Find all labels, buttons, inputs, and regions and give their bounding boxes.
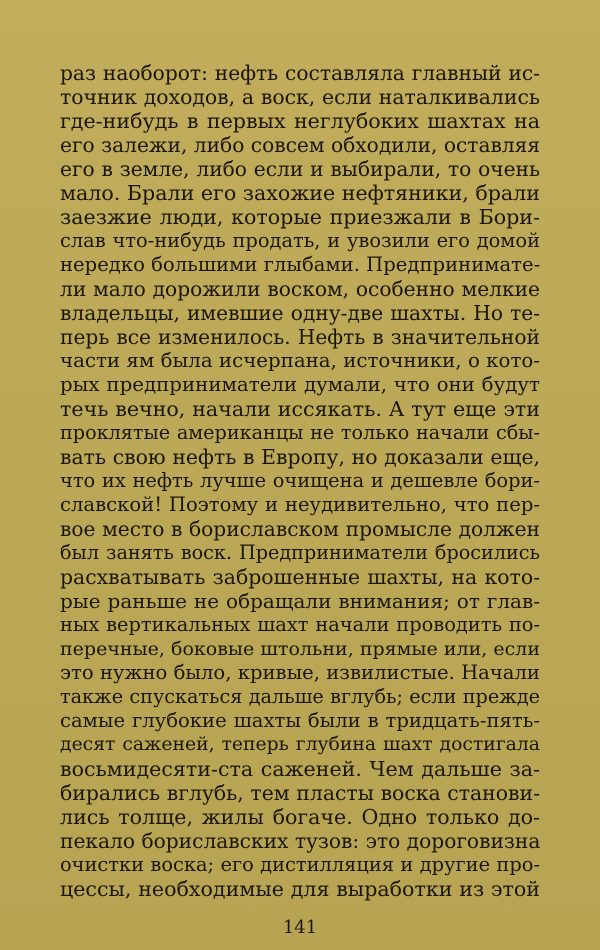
text-line: славской! Поэтому и неудивительно, что пер- — [60, 493, 540, 516]
text-line: точник доходов, а воск, если наталкивались — [60, 85, 540, 109]
text-line: владельцы, имевшие одну-две шахты. Но те- — [60, 301, 540, 325]
text-line: пекало бориславских тузов: это дороговизна — [60, 829, 540, 853]
text-line: цессы, необходимые для выработки из этой — [60, 877, 540, 901]
text-line: расхватывать заброшенные шахты, на кото- — [60, 565, 540, 589]
text-line: это нужно было, кривые, извилистые. Начали — [60, 661, 540, 684]
text-line: вое место в бориславском промысле должен — [60, 517, 540, 541]
text-line: перь все изменилось. Нефть в значительной — [60, 325, 540, 349]
text-line: что их нефть лучше очищена и дешевле бори- — [60, 469, 540, 492]
text-line: заезжие люди, которые приезжали в Бори- — [60, 205, 540, 229]
text-line: также спускаться дальше вглубь; если прежде — [60, 685, 540, 708]
text-line: части ям была исчерпана, источники, о кото- — [60, 349, 540, 372]
text-line: его залежи, либо совсем обходили, оставляя — [60, 133, 540, 157]
text-line: его в земле, либо если и выбирали, то очень — [60, 157, 540, 181]
text-line: ных вертикальных шахт начали проводить по- — [60, 613, 540, 636]
text-line: раз наоборот: нефть составляла главный ис- — [60, 61, 540, 85]
text-line: лись толще, жилы богаче. Одно только до- — [60, 805, 540, 829]
text-line: был занять воск. Предприниматели бросились — [60, 541, 540, 564]
text-line: рые раньше не обращали внимания; от глав- — [60, 589, 540, 613]
text-line: восьмидесяти-ста саженей. Чем дальше за- — [60, 757, 540, 781]
text-line: течь вечно, начали иссякать. А тут еще эти — [60, 397, 540, 421]
text-line: бирались вглубь, тем пласты воска станови- — [60, 781, 540, 805]
text-line: проклятые американцы не только начали сбы- — [60, 421, 540, 444]
text-line: где-нибудь в первых неглубоких шахтах на — [60, 109, 540, 133]
text-line: ли мало дорожили воском, особенно мелкие — [60, 277, 540, 301]
text-line: самые глубокие шахты были в тридцать-пять- — [60, 709, 540, 732]
text-line: мало. Брали его захожие нефтяники, брали — [60, 181, 540, 205]
page-number: 141 — [282, 917, 318, 938]
text-line: рых предприниматели думали, что они будут — [60, 373, 540, 396]
text-line: слав что-нибудь продать, и увозили его домой — [60, 229, 540, 252]
text-line: десят саженей, теперь глубина шахт достигала — [60, 734, 540, 755]
body-text — [60, 61, 540, 901]
text-line: очистки воска; его дистилляция и другие про- — [60, 853, 540, 876]
text-line: вать свою нефть в Европу, но доказали еще, — [60, 445, 540, 469]
text-line: перечные, боковые штольни, прямые или, если — [60, 638, 540, 660]
text-line: нередко большими глыбами. Предпринимате- — [60, 253, 540, 276]
